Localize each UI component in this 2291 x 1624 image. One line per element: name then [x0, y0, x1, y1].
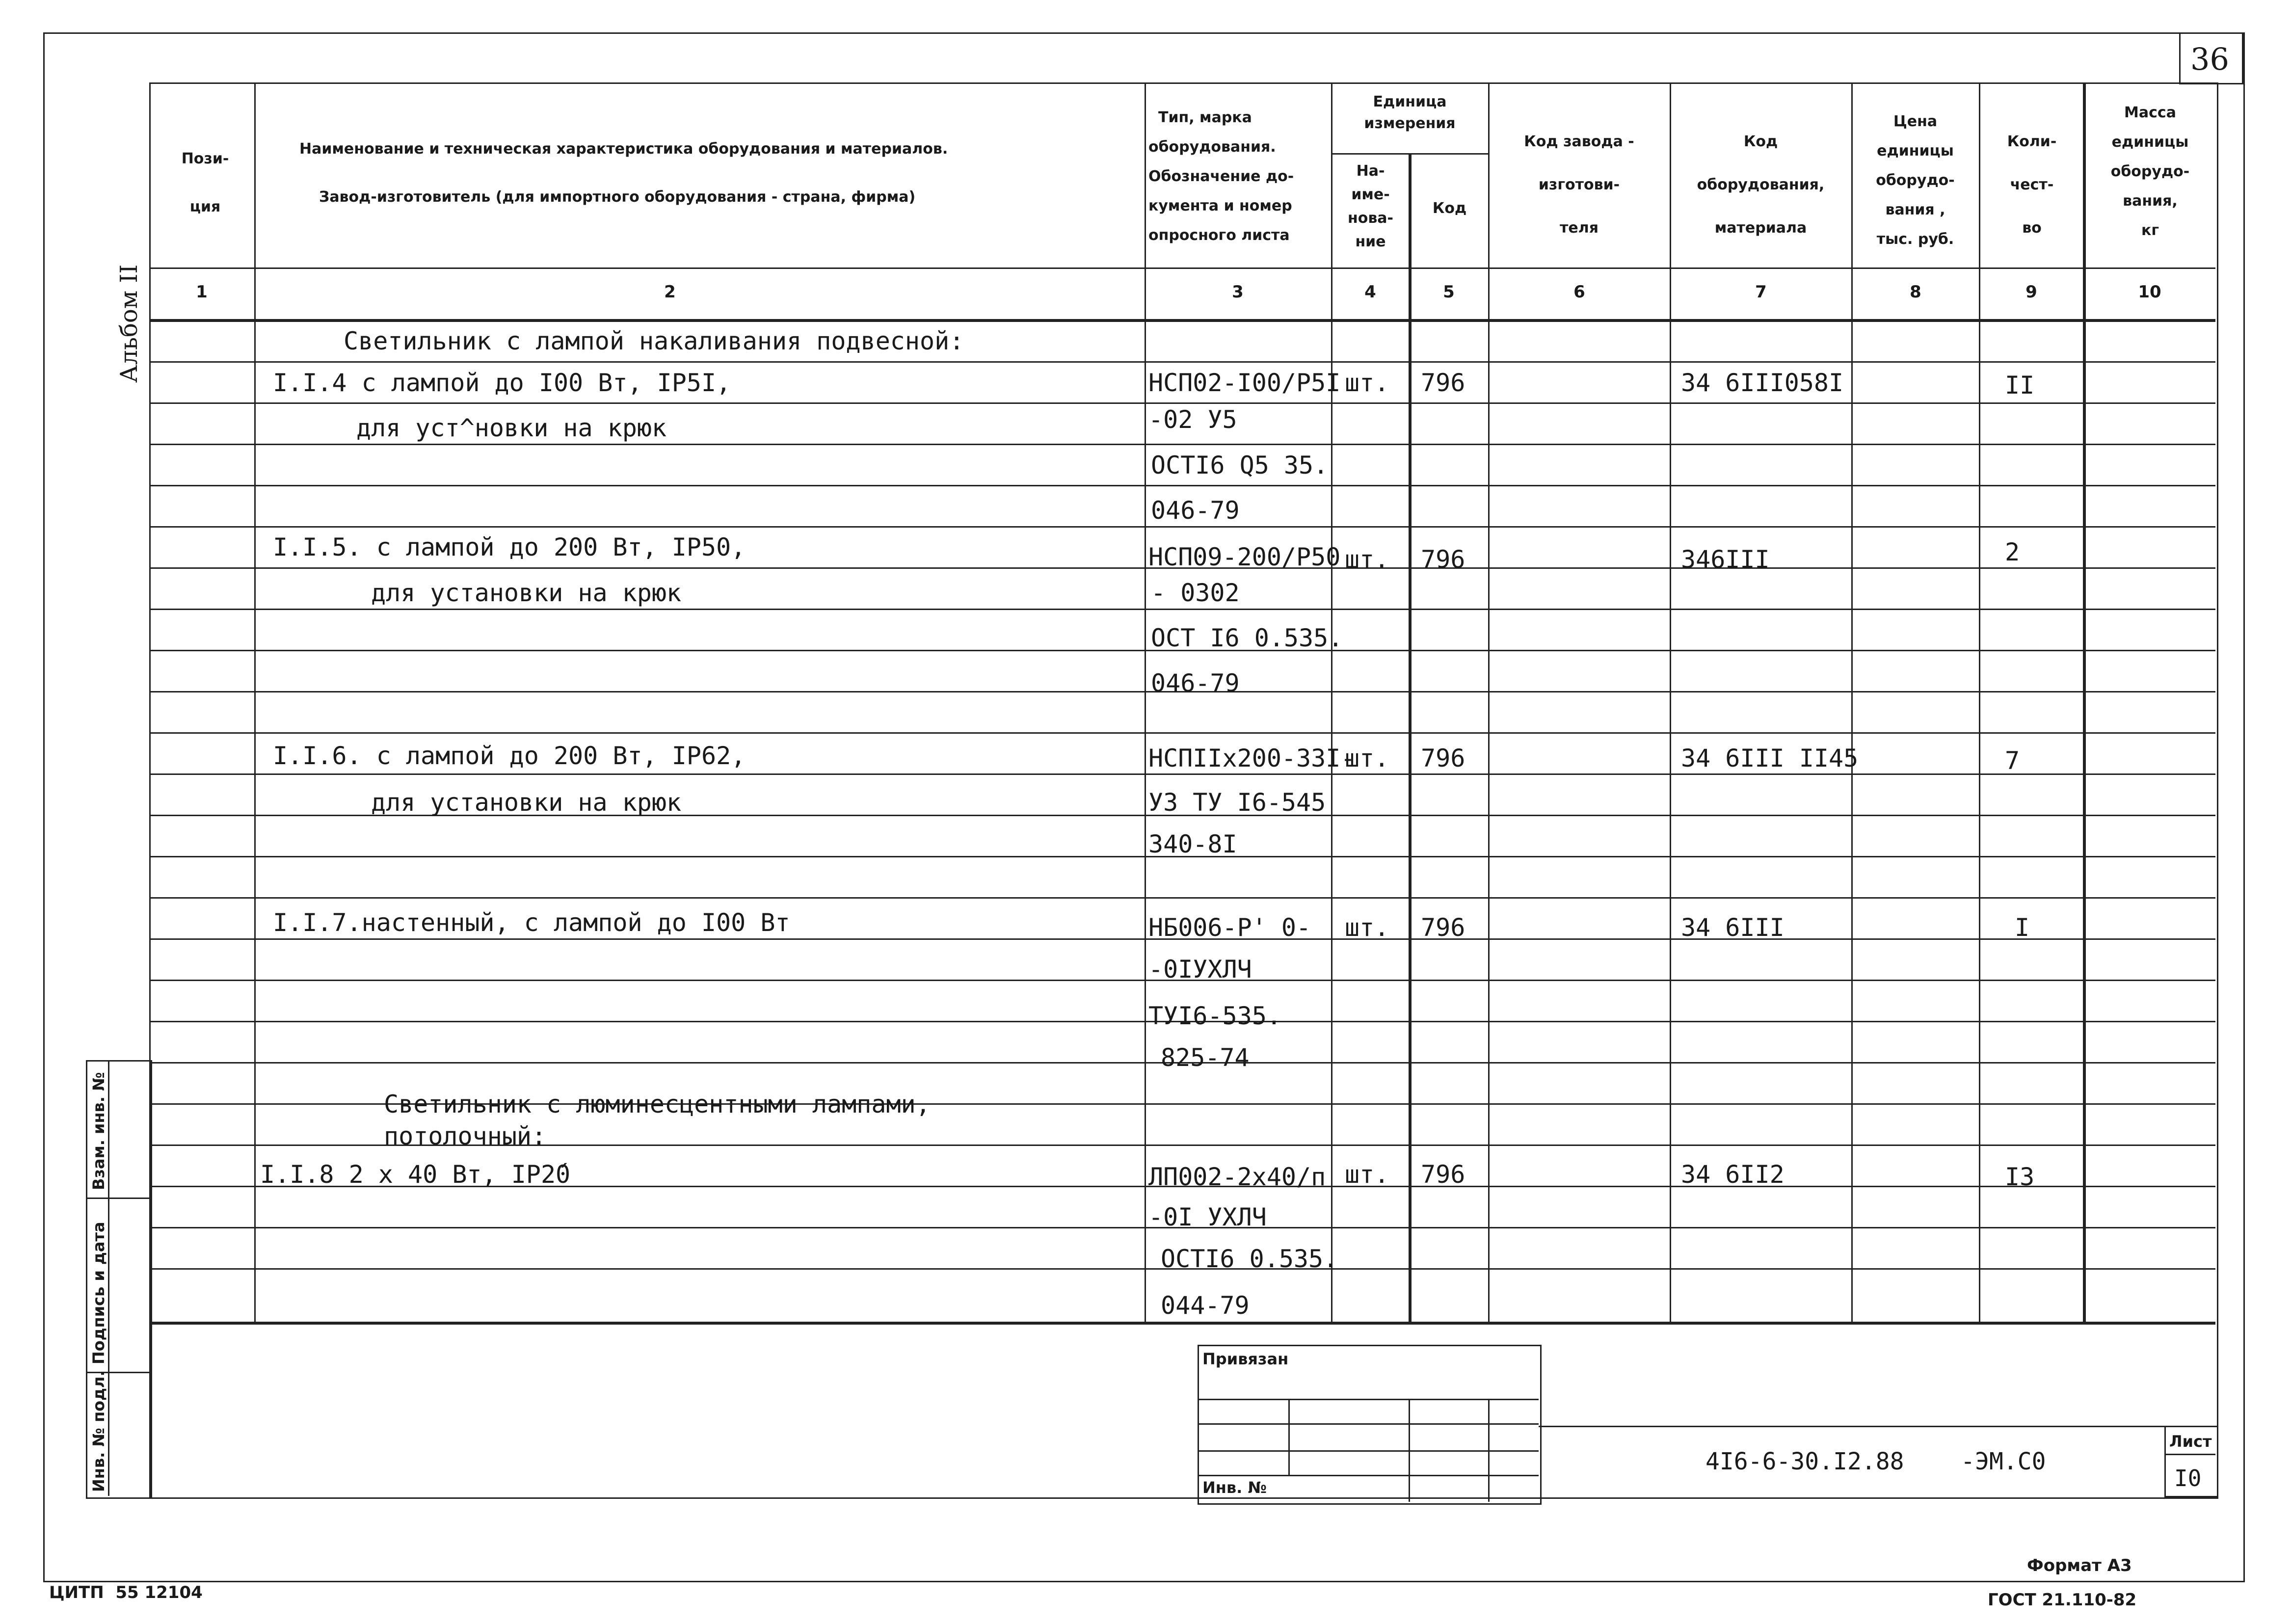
- row-type: ЛП002-2х40/п: [1148, 1163, 1326, 1191]
- row-type: ОСТI6 Q5 35.: [1151, 451, 1329, 479]
- row-type: -0IУХЛЧ: [1148, 955, 1252, 984]
- header-col8: Цена единицы оборудо- вания , тыс. руб.: [1876, 113, 1955, 248]
- header-bottom-line: [149, 267, 2215, 269]
- row-unit: шт.: [1345, 913, 1389, 942]
- side-stamp-divider: [108, 1060, 109, 1496]
- header-col1: Пози- ция: [181, 150, 229, 215]
- printer-label: ЦИТП 55 12104: [49, 1583, 203, 1602]
- row-equip-code: 34 6III058I: [1681, 369, 1844, 397]
- header-col9: Коли- чест- во: [2007, 133, 2057, 237]
- row-unit-code: 796: [1421, 744, 1465, 772]
- row-name: I.I.6. с лампой до 200 Вт, IP62,: [273, 742, 746, 770]
- stamp-line: [1198, 1399, 1539, 1400]
- row-unit-code: 796: [1421, 1160, 1465, 1189]
- row-unit: шт.: [1345, 545, 1389, 574]
- side-stamp-line: [86, 1198, 149, 1199]
- column-number: 6: [1573, 282, 1585, 302]
- row-name: I.I.4 с лампой до I00 Вт, IP5I,: [273, 369, 731, 397]
- col-line-6: [1670, 82, 1671, 1322]
- stamp-line: [1409, 1399, 1410, 1502]
- header-col45-title: Единица измерения: [1364, 93, 1456, 132]
- col-line-5: [1488, 82, 1490, 1322]
- row-type: 046-79: [1151, 669, 1240, 697]
- row-name: потолочный:: [384, 1122, 547, 1150]
- row-name: для установки на крюк: [371, 788, 682, 817]
- sheet-box-line: [2164, 1454, 2215, 1455]
- row-type: 044-79: [1161, 1291, 1250, 1320]
- side-label-vzam: Взам. инв. №: [89, 1072, 108, 1190]
- side-label-inv-podl: Инв. № подл.: [89, 1370, 108, 1492]
- column-number: 3: [1232, 282, 1244, 302]
- col-line-9: [2083, 82, 2086, 1322]
- column-numbers-bottom-line: [149, 319, 2215, 322]
- row-type: ОСТI6 0.535.: [1161, 1245, 1338, 1273]
- header-col5: Код: [1432, 200, 1467, 217]
- header-col4: На- име- нова- ние: [1347, 162, 1394, 250]
- row-name: для установки на крюк: [371, 579, 682, 607]
- stamp-privyazan-label: Привязан: [1202, 1350, 1289, 1368]
- col-line-1: [254, 82, 256, 1322]
- column-number: 10: [2138, 282, 2161, 302]
- row-equip-code: 34 6III II45: [1681, 744, 1859, 772]
- col-line-7: [1851, 82, 1853, 1322]
- row-type: 825-74: [1161, 1043, 1250, 1072]
- row-type: 340-8I: [1148, 830, 1237, 858]
- row-type: ОСТ I6 0.535.: [1151, 624, 1343, 652]
- row-name: для уст^новки на крюк: [356, 414, 667, 442]
- row-unit-code: 796: [1421, 369, 1465, 397]
- row-type: НБ006-Р' 0-: [1148, 913, 1311, 942]
- row-qty: I: [2015, 913, 2030, 942]
- sheet-number: I0: [2174, 1465, 2202, 1491]
- stamp-line: [1198, 1475, 1539, 1476]
- row-type: ТУI6-535.: [1148, 1002, 1281, 1030]
- col-line-2: [1145, 82, 1146, 1322]
- row-equip-code: 34 6II2: [1681, 1160, 1785, 1189]
- stamp-line: [1198, 1450, 1539, 1452]
- row-type: - 0302: [1151, 579, 1240, 607]
- header-col10: Масса единицы оборудо- вания, кг: [2110, 104, 2190, 239]
- format-label: Формат А3: [2027, 1556, 2132, 1575]
- col-line-4: [1409, 153, 1412, 1322]
- title-block-top-line: [1539, 1426, 2216, 1427]
- stamp-line: [1198, 1423, 1539, 1425]
- row-type: НСП09-200/P50: [1148, 543, 1341, 571]
- row-type: -02 У5: [1148, 405, 1237, 434]
- stamp-inv-label: Инв. №: [1202, 1478, 1267, 1497]
- row-qty: 7: [2005, 746, 2020, 775]
- row-qty: II: [2005, 371, 2035, 399]
- album-label: Альбом II: [115, 264, 143, 383]
- column-number: 4: [1364, 282, 1376, 302]
- row-unit: шт.: [1345, 744, 1389, 772]
- row-qty: 2: [2005, 538, 2020, 566]
- row-name: Светильник с люминесцентными лампами,: [384, 1090, 931, 1118]
- header-col6: Код завода - изготови- теля: [1524, 133, 1634, 237]
- row-name: I.I.8 2 х 40 Вт, IP2́0: [260, 1160, 571, 1189]
- row-equip-code: 346III: [1681, 545, 1770, 574]
- column-number: 2: [664, 282, 676, 302]
- page-number: 36: [2190, 41, 2229, 77]
- column-number: 7: [1755, 282, 1767, 302]
- stamp-line: [1488, 1399, 1490, 1502]
- row-type: НСПIIх200-33I-: [1148, 744, 1356, 772]
- row-unit: шт.: [1345, 1160, 1389, 1189]
- column-number: 8: [1910, 282, 1921, 302]
- stamp-line: [1288, 1399, 1290, 1475]
- row-name: Светильник с лампой накаливания подвесной:: [344, 327, 964, 355]
- row-equip-code: 34 6III: [1681, 913, 1785, 942]
- document-designation: 4I6-6-30.I2.88 -ЭМ.С0: [1705, 1448, 2046, 1475]
- col-line-8: [1979, 82, 1980, 1322]
- row-unit-code: 796: [1421, 545, 1465, 574]
- row-type: 046-79: [1151, 496, 1240, 525]
- header-col7: Код оборудования, материала: [1697, 133, 1825, 237]
- column-number: 1: [196, 282, 208, 302]
- column-number: 9: [2025, 282, 2037, 302]
- row-type: -0I УХЛЧ: [1148, 1203, 1267, 1231]
- header-col2: Наименование и техническая характеристика оборудования и материалов. Завод-изготовитель (для импортного оборудования - страна, фирма): [299, 140, 948, 206]
- row-type: У3 ТУ I6-545: [1148, 788, 1326, 817]
- row-unit-code: 796: [1421, 913, 1465, 942]
- row-type: НСП02-I00/P5I: [1148, 369, 1341, 397]
- row-unit: шт.: [1345, 369, 1389, 397]
- side-label-podpis: Подпись и дата: [89, 1222, 108, 1364]
- sheet-label: Лист: [2169, 1432, 2212, 1451]
- row-name: I.I.5. с лампой до 200 Вт, IP50,: [273, 533, 746, 561]
- row-qty: I3: [2005, 1163, 2035, 1191]
- column-number: 5: [1443, 282, 1455, 302]
- row-name: I.I.7.настенный, с лампой до I00 Вт: [273, 908, 790, 937]
- header-col3: Тип, марка оборудования. Обозначение до- кумента и номер опросного листа: [1148, 109, 1294, 244]
- col-line-3: [1331, 82, 1332, 1322]
- gost-label: ГОСТ 21.110-82: [1988, 1590, 2137, 1610]
